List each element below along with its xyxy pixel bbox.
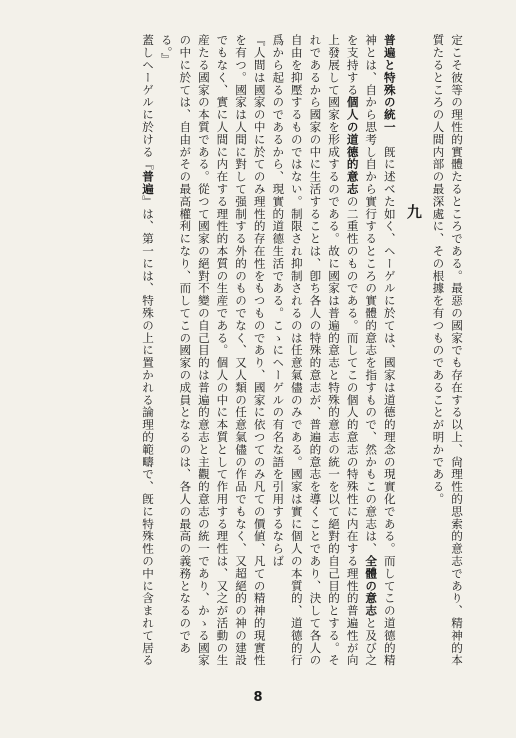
paragraph-text: 定こそ彼等の理性的實體たるところである。最惡の國家でも存在する以上、尙理性的思索的意志であり、精神的本質たるところの人間内部の最深處に、その根據を有つものであることが明かである。	[431, 34, 464, 667]
page-number: 8	[253, 690, 263, 705]
paragraph-text: の二重性のものである。而してこの個人的意志の特殊性に内在する理性的普遍性が向上發展して國家を形成するのである。故に國家は普遍的意志と特殊的意志の統一を以て絕對的自己目的とする。それであるから國家の中に生活することは、卽ち各人の特殊的意志が、普遍的意志を導くことであり、決して各人の自由を抑壓するものではない。制限され抑制されるのは任意氣儘のみである。國家は實に個人の本質的、道德的行爲から起るのであるから、現實的道德生活である。こゝにヘーゲルの有名な語を引用するならば	[271, 34, 360, 667]
section-number: 九	[404, 204, 423, 219]
paragraph-universal	[139, 34, 158, 674]
paragraph-text: 旣に述べた如く、ヘーゲルに於ては、國家は道德的理念の現實化である。而してこの道德的精神とは、自から思考し自から實行するところの實體的意志を指すもので、然かもこの意志は、	[364, 34, 397, 667]
paragraph-text: 蓋しヘーゲルに於ける『	[141, 34, 156, 171]
paragraph-text: 』は、第一には、特殊の上に置かれる論理的範疇で、旣に特殊性の中に含まれて居る	[141, 195, 156, 667]
emphasis-text: 個人の道德的意志	[345, 96, 360, 196]
paragraph-text: と及び之を支持する	[345, 34, 379, 667]
paragraph-unity	[269, 34, 399, 674]
emphasis-text: 全體の意志	[364, 554, 379, 617]
vertical-text-body	[139, 34, 467, 674]
quotation-text: 『人間は國家の中に於てのみ理性的存在性をもつものであり、國家に依つてのみ凡ての價値、凡ての精神的現實性を有つ。國家は人間に對して强制する外的のものでなく、又人類の任意氣儘の作品でもなく、又超絕的の神の建設でもなく、實に人間に内在する理性的本質の生産である。個人の中に本質として作用する理性は、又之が活動の生産たる國家の本質である。從つて國家の絕對不變の自己目的は普遍的意志と主觀的意志の統一であり、かゝる國家の中に於ては、自由がその最高權利になり、而してこの國家の成員となるのは、各人の最高の義務となるのである。』	[159, 34, 267, 667]
paragraph-continuation	[429, 34, 466, 674]
paragraph-quotation	[157, 34, 269, 674]
paragraph-heading: 普遍と特殊の統一	[382, 34, 397, 134]
emphasis-text: 普遍	[141, 170, 156, 196]
